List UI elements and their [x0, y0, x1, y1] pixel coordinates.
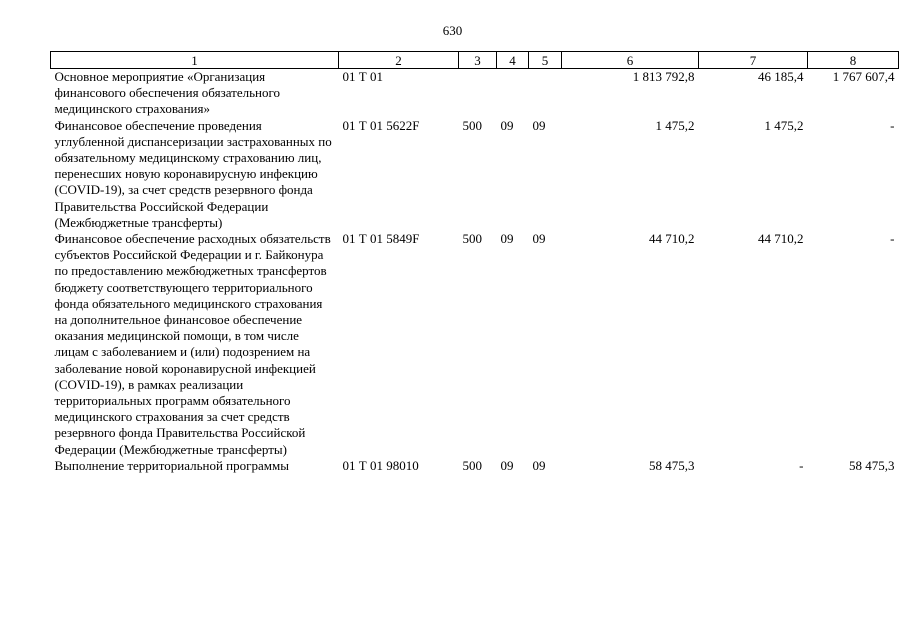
row-col5	[529, 69, 562, 118]
row-col6: 58 475,3	[649, 457, 695, 473]
row-col8: 1 767 607,4	[832, 69, 895, 84]
row-col3	[459, 69, 497, 118]
row-code: 01 Т 01 98010	[342, 457, 419, 473]
row-code: 01 Т 01 5849F	[342, 231, 420, 247]
row-col4: 09	[500, 117, 514, 133]
row-col3: 500	[462, 457, 482, 473]
row-col4	[497, 69, 529, 118]
column-header: 3	[459, 52, 497, 69]
row-col8: 58 475,3	[849, 457, 895, 473]
table-header-row	[51, 52, 899, 69]
row-col6: 1 813 792,8	[632, 69, 695, 84]
column-header: 6	[562, 52, 699, 69]
row-col7: 44 710,2	[758, 231, 804, 247]
row-code: 01 Т 01 5622F	[342, 117, 420, 133]
row-col5: 09	[532, 117, 546, 133]
row-col3: 500	[462, 231, 482, 247]
table-row	[51, 69, 899, 118]
row-name: Выполнение территориальной программы	[54, 457, 289, 473]
row-col5: 09	[532, 457, 546, 473]
page-number: 630	[442, 23, 463, 38]
row-col4: 09	[500, 457, 514, 473]
column-header: 7	[699, 52, 808, 69]
row-col6: 1 475,2	[655, 117, 695, 133]
table-row	[51, 231, 899, 458]
row-code: 01 Т 01	[342, 69, 383, 84]
table-row	[51, 458, 899, 474]
row-col4: 09	[500, 231, 514, 247]
row-col6: 44 710,2	[649, 231, 695, 247]
column-header: 1	[51, 52, 339, 69]
row-name: Финансовое обеспечение проведения углубленной диспансеризации застрахованных по обязательному медицинскому страхованию лиц, перенесших новую коронавирусную инфекцию (COVID-19), за счет средств резервного фонда Правительства Российской Федерации (Межбюджетные трансферты)	[54, 117, 332, 230]
row-name: Основное мероприятие «Организация финансового обеспечения обязательного медицинского страхования»	[54, 69, 280, 117]
table-row	[51, 118, 899, 231]
column-header: 5	[529, 52, 562, 69]
column-header: 2	[339, 52, 459, 69]
row-col8: -	[890, 117, 895, 133]
budget-table	[50, 51, 899, 474]
row-col8: -	[890, 231, 895, 247]
row-col5: 09	[532, 231, 546, 247]
row-col7: 46 185,4	[758, 69, 804, 84]
row-name: Финансовое обеспечение расходных обязательств субъектов Российской Федерации и г. Байконура по предоставлению межбюджетных трансфертов бюджету соответствующего территориального фонда обязательного медицинского страхования на дополнительное финансовое обеспечение оказания медицинской помощи, в том числе лицам с заболеванием и (или) подозрением на заболевание новой коронавирусной инфекцией (COVID-19), в рамках реализации территориальных программ обязательного медицинского страхования за счет средств резервного фонда Правительства Российской Федерации (Межбюджетные трансферты)	[54, 231, 331, 457]
column-header: 4	[497, 52, 529, 69]
row-col3: 500	[462, 117, 482, 133]
column-header: 8	[808, 52, 899, 69]
row-col7: 1 475,2	[764, 117, 804, 133]
row-col7: -	[799, 457, 804, 473]
